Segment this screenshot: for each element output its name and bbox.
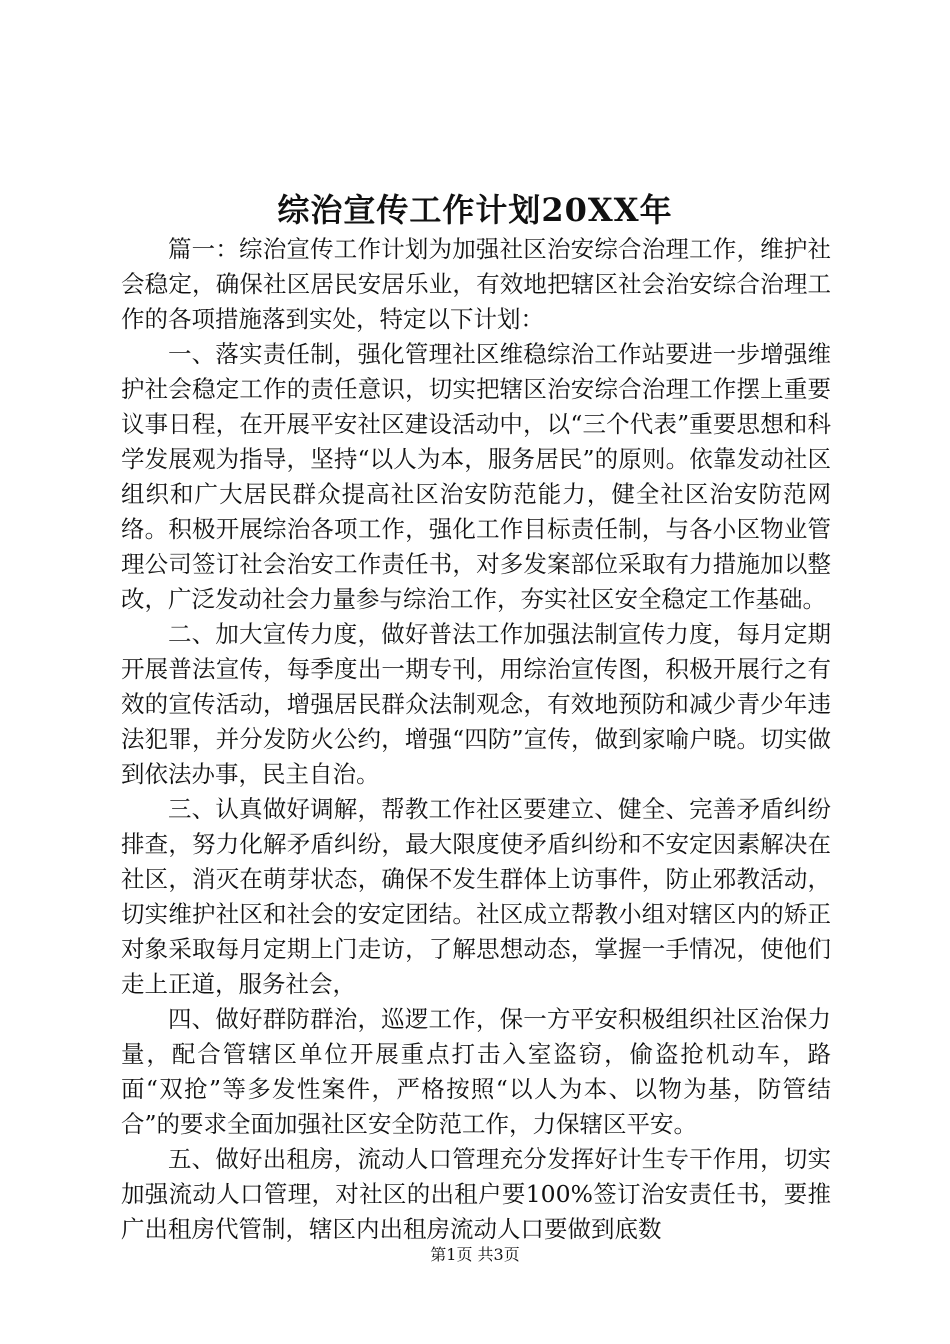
document-title: 综治宣传工作计划20XX年: [277, 191, 673, 229]
document-body: [121, 232, 831, 1247]
page-number-footer: 第1页 共3页: [430, 1245, 520, 1264]
paragraph-section-5: 五、做好出租房，流动人口管理充分发挥好计生专干作用，切实加强流动人口管理，对社区的出租户要100%签订治安责任书，要推广出租房代管制，辖区内出租房流动人口要做到底数: [121, 1145, 831, 1243]
paragraph-intro: 篇一：综治宣传工作计划为加强社区治安综合治理工作，维护社会稳定，确保社区居民安居乐业，有效地把辖区社会治安综合治理工作的各项措施落到实处，特定以下计划：: [121, 235, 831, 333]
paragraph-section-1: 一、落实责任制，强化管理社区维稳综治工作站要进一步增强维护社会稳定工作的责任意识，切实把辖区治安综合治理工作摆上重要议事日程，在开展平安社区建设活动中，以“三个代表”重要思想和科学发展观为指导，坚持“以人为本，服务居民”的原则。依靠发动社区组织和广大居民群众提高社区治安防范能力，健全社区治安防范网络。积极开展综治各项工作，强化工作目标责任制，与各小区物业管理公司签订社会治安工作责任书，对多发案部位采取有力措施加以整改，广泛发动社会力量参与综治工作，夯实社区安全稳定工作基础。: [121, 340, 831, 613]
paragraph-section-4: 四、做好群防群治，巡逻工作，保一方平安积极组织社区治保力量，配合管辖区单位开展重点打击入室盗窃，偷盗抢机动车，路面“双抢”等多发性案件，严格按照“以人为本、以物为基，防管结合”的要求全面加强社区安全防范工作，力保辖区平安。: [121, 1005, 831, 1138]
paragraph-section-3: 三、认真做好调解，帮教工作社区要建立、健全、完善矛盾纠纷排查，努力化解矛盾纠纷，最大限度使矛盾纠纷和不安定因素解决在社区，消灭在萌芽状态，确保不发生群体上访事件，防止邪教活动，切实维护社区和社会的安定团结。社区成立帮教小组对辖区内的矫正对象采取每月定期上门走访，了解思想动态，掌握一手情况，使他们走上正道，服务社会，: [121, 795, 831, 998]
paragraph-section-2: 二、加大宣传力度，做好普法工作加强法制宣传力度，每月定期开展普法宣传，每季度出一期专刊，用综治宣传图，积极开展行之有效的宣传活动，增强居民群众法制观念，有效地预防和减少青少年违法犯罪，并分发防火公约，增强“四防”宣传，做到家喻户晓。切实做到依法办事，民主自治。: [121, 620, 831, 788]
